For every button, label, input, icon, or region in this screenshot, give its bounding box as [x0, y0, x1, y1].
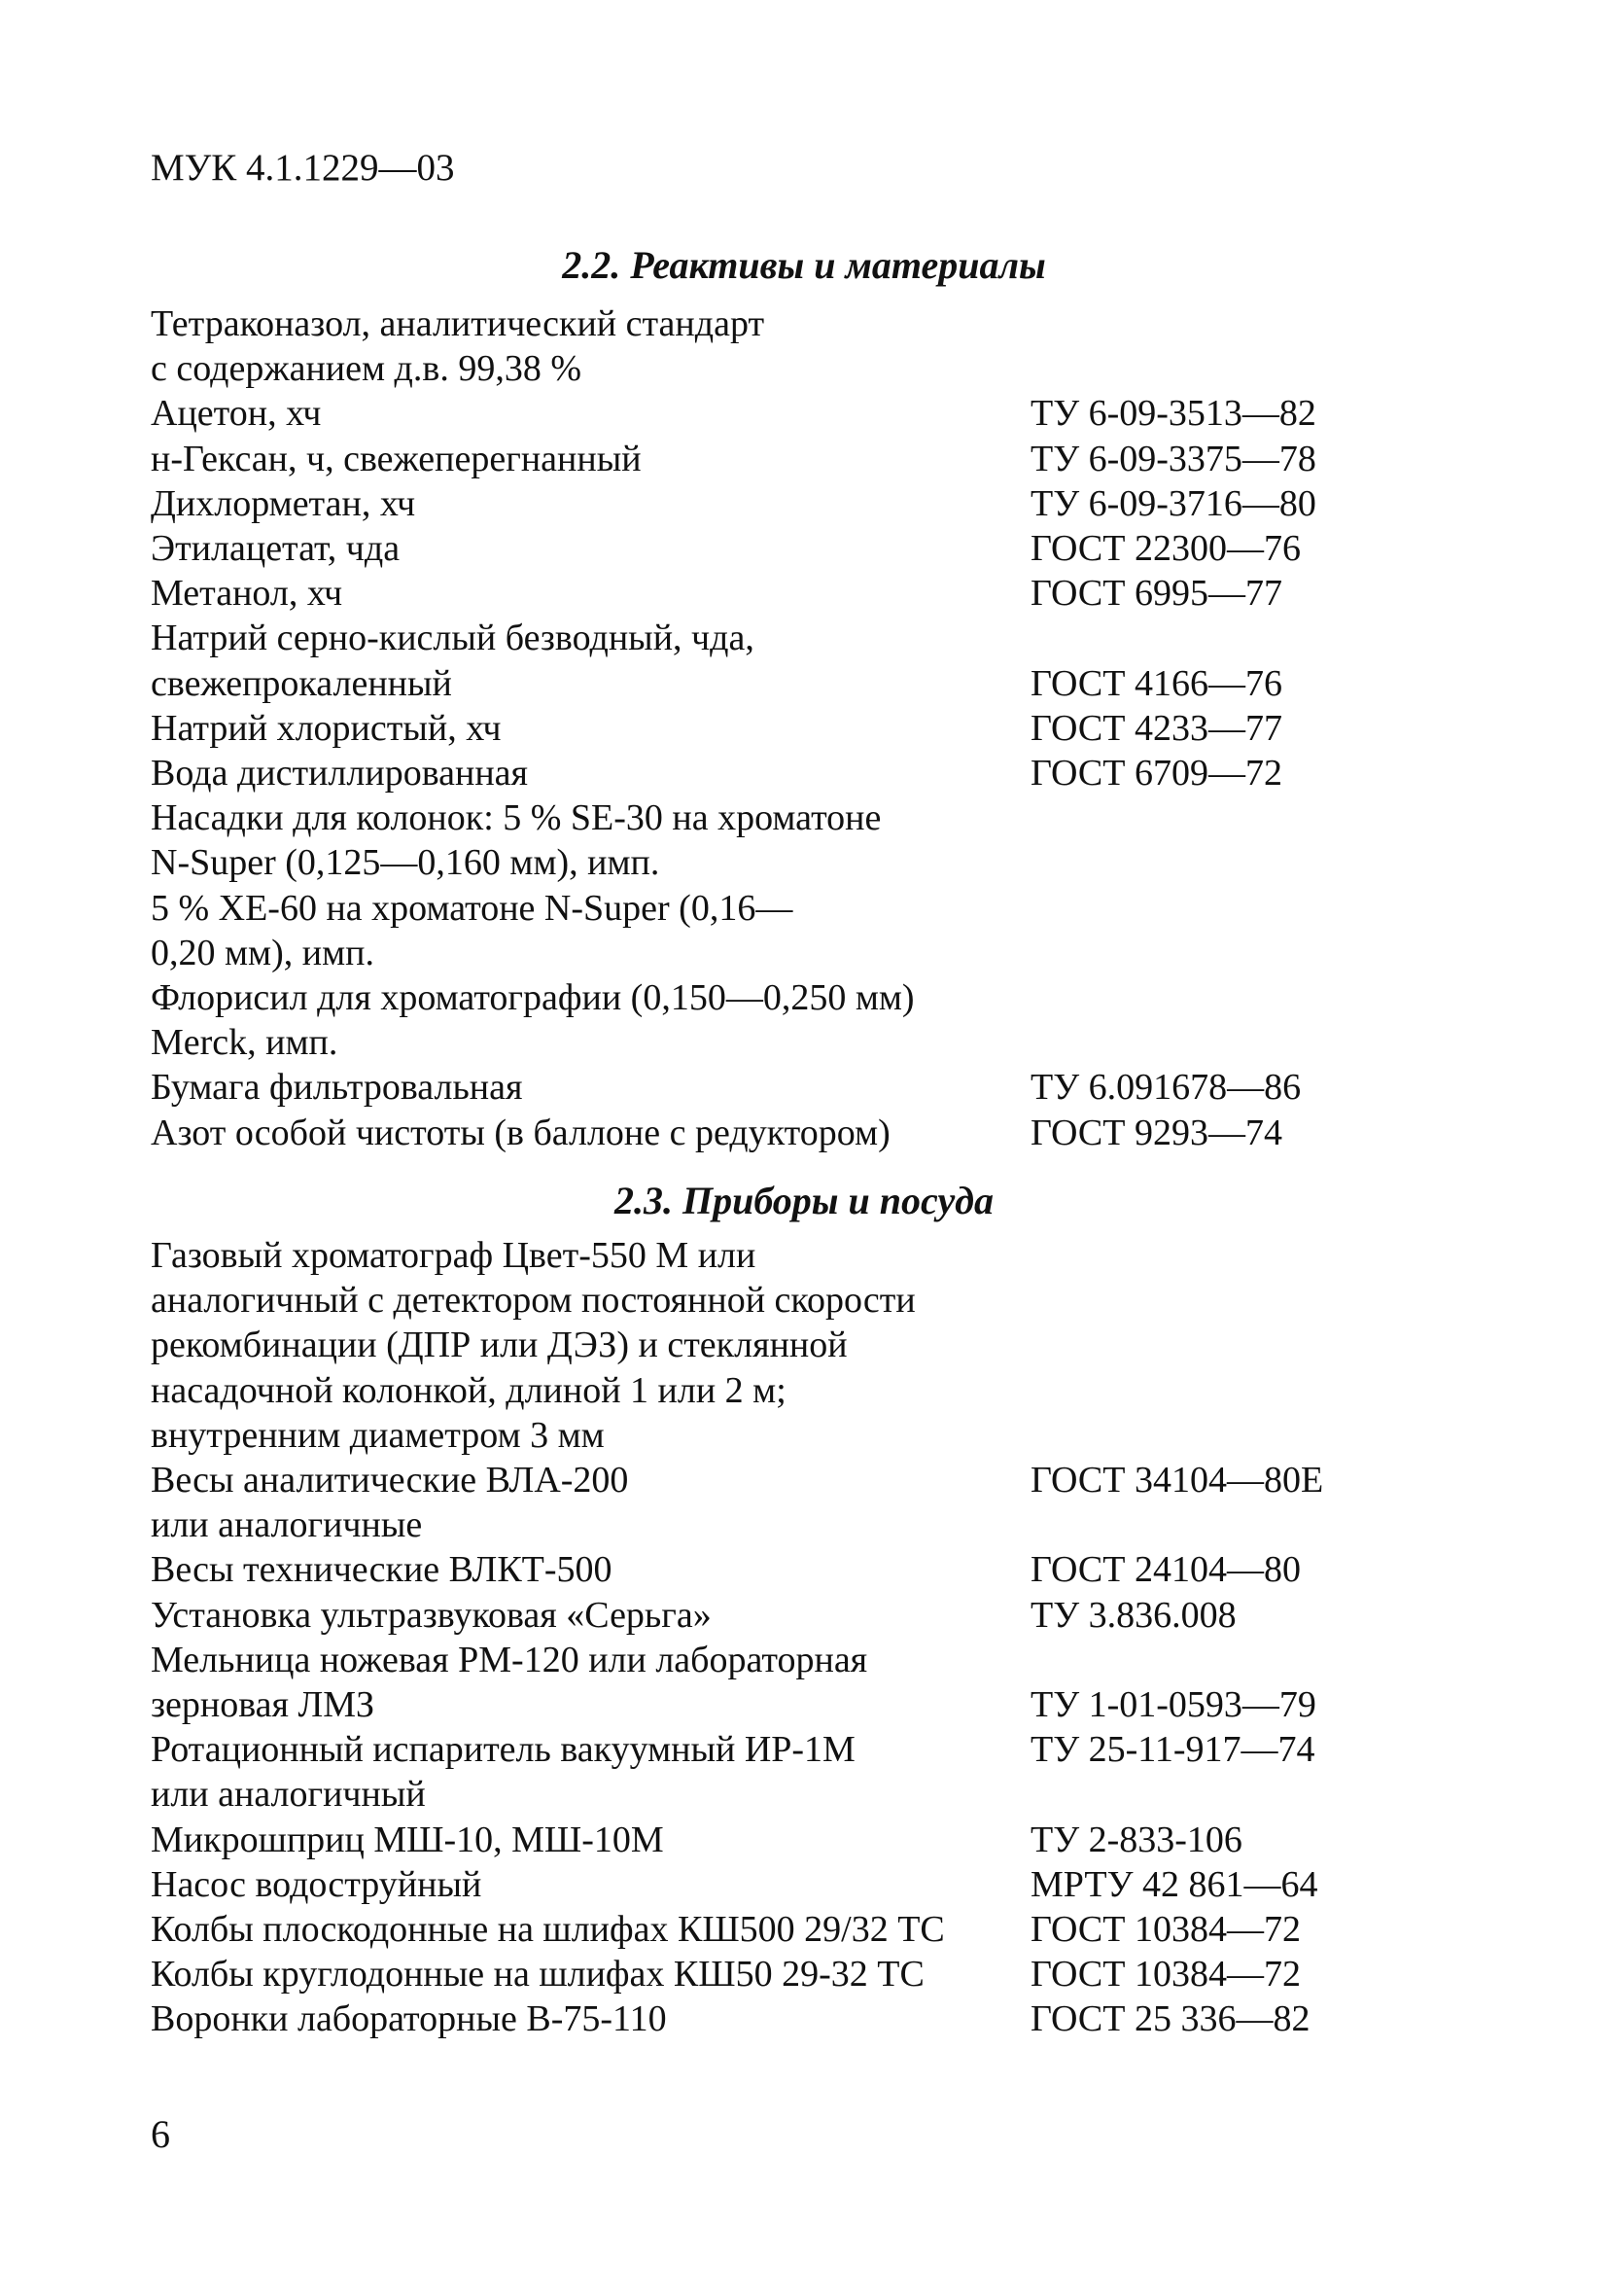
item-standard: ГОСТ 6709—72 [1031, 753, 1282, 795]
section-title-reagents: 2.2. Реактивы и материалы [562, 243, 1046, 287]
item-standard: ГОСТ 6995—77 [1031, 573, 1282, 615]
item-name: Колбы круглодонные на шлифах КШ50 29-32 ТС [151, 1954, 925, 1996]
item-standard: ГОСТ 25 336—82 [1031, 1998, 1311, 2040]
list-item [151, 1818, 1415, 1862]
list-item [151, 1862, 1415, 1907]
item-standard: ТУ 1-01-0593—79 [1031, 1684, 1316, 1726]
item-name: н-Гексан, ч, свежеперегнанный [151, 438, 642, 479]
item-name: Метанол, хч [151, 573, 343, 615]
list-item [151, 1111, 1415, 1155]
item-name: Ротационный испаритель вакуумный ИР-1М или аналогичный [151, 1729, 856, 1816]
item-standard: ГОСТ 4233—77 [1031, 707, 1282, 749]
item-name: Колбы плоскодонные на шлифах КШ500 29/32 ТС [151, 1909, 945, 1951]
item-name: Насадки для колонок: 5 % SE-30 на хроматоне N-Super (0,125—0,160 мм), имп. 5 % ХЕ-60 на хроматоне N-Super (0,16— 0,20 мм), имп. [151, 797, 882, 973]
item-standard: ГОСТ 10384—72 [1031, 1954, 1301, 1996]
list-item [151, 1458, 1415, 1547]
item-standard: ТУ 6-09-3375—78 [1031, 438, 1316, 479]
list-item [151, 706, 1415, 751]
item-name: Ацетон, хч [151, 393, 322, 435]
item-standard: ТУ 6-09-3513—82 [1031, 393, 1316, 435]
list-item [151, 1907, 1415, 1952]
item-name: Натрий хлористый, хч [151, 707, 502, 749]
item-name: Воронки лабораторные В-75-110 [151, 1998, 667, 2040]
item-standard: ГОСТ 24104—80 [1031, 1549, 1301, 1591]
list-item [151, 437, 1415, 481]
list-item [151, 301, 1415, 391]
item-name: Установка ультразвуковая «Серьга» [151, 1594, 712, 1636]
list-item [151, 1952, 1415, 1996]
item-standard: МРТУ 42 861—64 [1031, 1863, 1318, 1905]
list-item [151, 975, 1415, 1065]
item-name: Весы аналитические ВЛА-200 или аналогичные [151, 1460, 629, 1546]
list-item [151, 751, 1415, 795]
item-standard: ТУ 3.836.008 [1031, 1594, 1237, 1636]
section-title-instruments: 2.3. Приборы и посуда [614, 1179, 994, 1222]
list-item [151, 1593, 1415, 1638]
item-name: Тетраконазол, аналитический стандарт с содержанием д.в. 99,38 % [151, 303, 765, 390]
item-standard: ТУ 6.091678—86 [1031, 1067, 1302, 1109]
list-item [151, 481, 1415, 526]
page-number: 6 [151, 2112, 170, 2156]
list-item [151, 1233, 1415, 1458]
list-item [151, 1547, 1415, 1592]
item-name: Газовый хроматограф Цвет-550 М или аналогичный с детектором постоянной скорости рекомбинации (ДПР или ДЭЗ) и стеклянной насадочной колонкой, длиной 1 или 2 м; внутренним диаметром 3 мм [151, 1235, 916, 1456]
item-name: Флорисил для хроматографии (0,150—0,250 мм) Merck, имп. [151, 977, 915, 1064]
item-standard: ГОСТ 34104—80Е [1031, 1460, 1324, 1501]
item-standard: ГОСТ 10384—72 [1031, 1909, 1301, 1951]
item-standard: ГОСТ 9293—74 [1031, 1112, 1282, 1153]
item-name: Дихлорметан, хч [151, 482, 416, 524]
list-item [151, 571, 1415, 616]
item-name: Мельница ножевая РМ-120 или лабораторная зерновая ЛМЗ [151, 1639, 868, 1726]
item-standard: ГОСТ 4166—76 [1031, 662, 1282, 704]
document-code: МУК 4.1.1229—03 [151, 147, 455, 189]
item-name: Бумага фильтровальная [151, 1067, 523, 1109]
item-standard: ТУ 25-11-917—74 [1031, 1729, 1315, 1771]
list-item [151, 391, 1415, 436]
list-item [151, 526, 1415, 571]
list-item [151, 1065, 1415, 1110]
reagents-list [151, 301, 1415, 1155]
item-name: Насос водоструйный [151, 1863, 482, 1905]
list-item [151, 795, 1415, 975]
item-standard: ТУ 6-09-3716—80 [1031, 482, 1316, 524]
list-item [151, 1638, 1415, 1727]
item-name: Вода дистиллированная [151, 753, 529, 795]
list-item [151, 616, 1415, 705]
item-standard: ТУ 2-833-106 [1031, 1819, 1242, 1860]
item-name: Азот особой чистоты (в баллоне с редуктором) [151, 1112, 891, 1153]
item-name: Микрошприц МШ-10, МШ-10М [151, 1819, 664, 1860]
list-item [151, 1727, 1415, 1817]
item-standard: ГОСТ 22300—76 [1031, 528, 1301, 570]
item-name: Весы технические ВЛКТ-500 [151, 1549, 612, 1591]
instruments-list [151, 1233, 1415, 2042]
list-item [151, 1996, 1415, 2041]
item-name: Этилацетат, чда [151, 528, 401, 570]
item-name: Натрий серно-кислый безводный, чда, свежепрокаленный [151, 618, 754, 704]
